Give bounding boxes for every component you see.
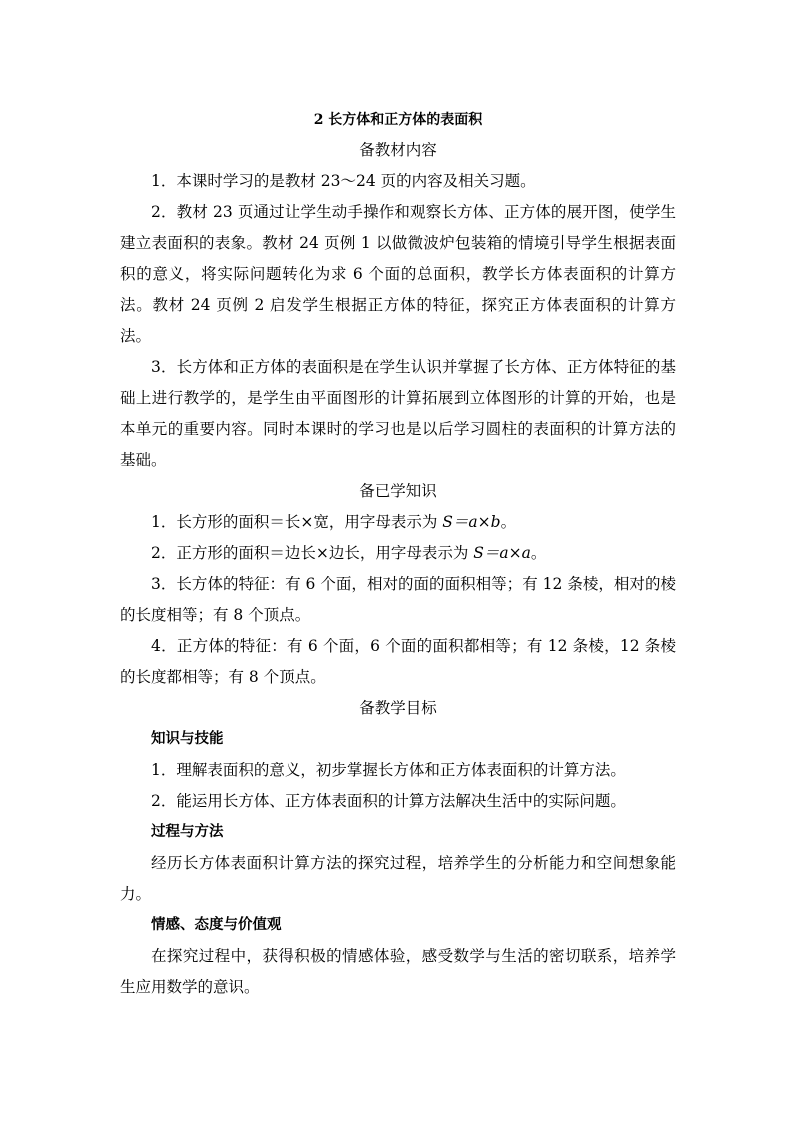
document-title: 2 长方体和正方体的表面积 [313, 112, 483, 128]
paragraph [120, 507, 676, 538]
formula: S＝a×a [473, 544, 531, 562]
section-heading-textbook-content: 备教材内容 [359, 141, 437, 159]
section-heading-prior-knowledge: 备已学知识 [359, 482, 437, 500]
document-body [120, 108, 676, 1003]
sub-heading-knowledge-skills: 知识与技能 [151, 731, 224, 747]
paragraph: 4．正方体的特征：有 6 个面，6 个面的面积都相等；有 12 条棱，12 条棱的长度都相等；有 8 个顶点。 [120, 637, 676, 686]
formula-prefix: 1．长方形的面积＝长×宽，用字母表示为 [151, 513, 443, 531]
paragraph: 2．教材 23 页通过让学生动手操作和观察长方体、正方体的展开图，使学生建立表面积的表象。教材 24 页例 1 以做微波炉包装箱的情境引导学生根据表面积的意义，将实际问题转化为求 6 个面的总面积，教学长方体表面积的计算方法。教材 24 页例 2 启发学生根据正方体的特征，探究正方体表面积的计算方法。 [120, 203, 676, 345]
paragraph: 2．能运用长方体、正方体表面积的计算方法解决生活中的实际问题。 [151, 792, 626, 810]
formula-suffix: 。 [530, 544, 547, 562]
paragraph: 3．长方体的特征：有 6 个面，相对的面的面积相等；有 12 条棱，相对的棱的长度相等；有 8 个顶点。 [120, 575, 676, 624]
paragraph [120, 538, 676, 569]
formula: S＝a×b [442, 513, 501, 531]
sub-heading-emotion-values: 情感、态度与价值观 [151, 917, 282, 933]
paragraph: 3．长方体和正方体的表面积是在学生认识并掌握了长方体、正方体特征的基础上进行教学的，是学生由平面图形的计算拓展到立体图形的计算的开始，也是本单元的重要内容。同时本课时的学习也是以后学习圆柱的表面积的计算方法的基础。 [120, 358, 676, 469]
sub-heading-process-methods: 过程与方法 [151, 824, 224, 840]
formula-prefix: 2．正方形的面积＝边长×边长，用字母表示为 [151, 544, 474, 562]
paragraph: 经历长方体表面积计算方法的探究过程，培养学生的分析能力和空间想象能力。 [120, 854, 676, 903]
paragraph: 1．理解表面积的意义，初步掌握长方体和正方体表面积的计算方法。 [151, 761, 626, 779]
section-heading-teaching-goals: 备教学目标 [359, 699, 437, 717]
paragraph: 在探究过程中，获得积极的情感体验，感受数学与生活的密切联系，培养学生应用数学的意识。 [120, 947, 676, 996]
paragraph: 1．本课时学习的是教材 23～24 页的内容及相关习题。 [151, 172, 536, 190]
formula-suffix: 。 [500, 513, 517, 531]
